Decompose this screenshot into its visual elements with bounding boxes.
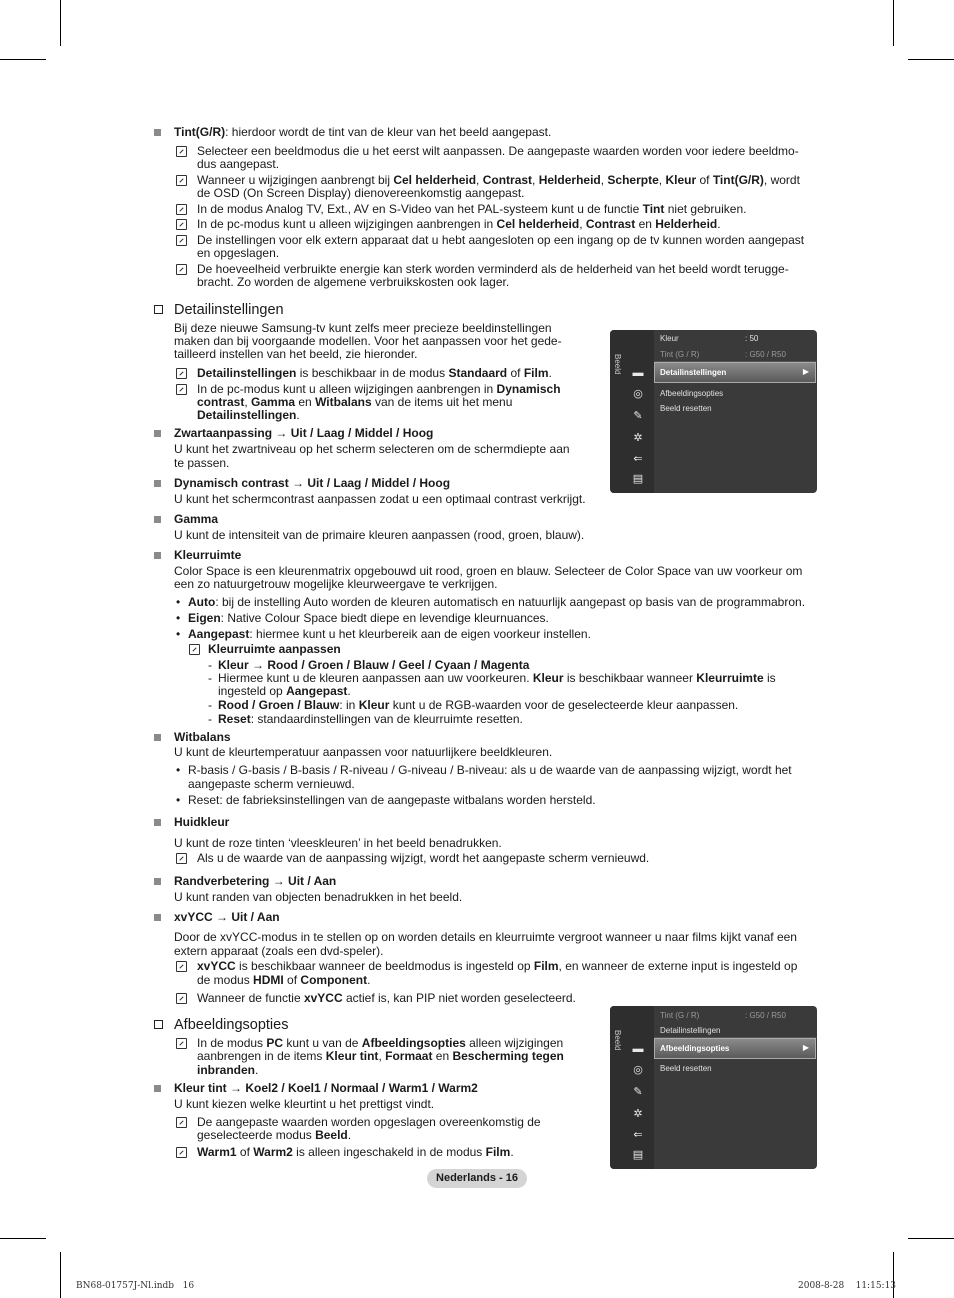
note-text: De instellingen voor elk extern apparaat dat u hebt aangesloten op een ingang op de tv kunnen worden aangepast bbox=[197, 233, 805, 247]
bullet-dot: • bbox=[176, 793, 181, 807]
note-text: Warm1 of Warm2 is alleen ingeschakeld in de modus Film. bbox=[197, 1145, 514, 1159]
sub-title: Kleurruimte aanpassen bbox=[208, 642, 341, 656]
note-text: xvYCC is beschikbaar wanneer de beeldmodus is ingesteld op Film, en wanneer de externe input is ingesteld op bbox=[197, 959, 798, 973]
paragraph: Color Space is een kleurenmatrix opgebouwd uit rood, groen en blauw. Selecteer de Color Space van uw voorkeur om bbox=[174, 564, 803, 578]
note-icon bbox=[176, 853, 187, 864]
note-icon bbox=[176, 1038, 187, 1049]
print-timestamp: 2008-8-28 11:15:13 bbox=[798, 1281, 897, 1291]
application-icon: ▤ bbox=[632, 1149, 644, 1161]
paragraph: U kunt het schermcontrast aanpassen zodat u een optimaal contrast verkrijgt. bbox=[174, 492, 586, 506]
bullet-text: R-basis / G-basis / B-basis / R-niveau / G-niveau / B-niveau: als u de waarde van de aanpassing wijzigt, wordt het bbox=[188, 763, 792, 777]
sound-icon: ◎ bbox=[633, 388, 643, 400]
note-icon bbox=[176, 175, 187, 186]
section-heading: Detailinstellingen bbox=[174, 302, 284, 318]
note-icon bbox=[176, 219, 187, 230]
paragraph: extern apparaat (zoals een dvd-speler). bbox=[174, 944, 384, 958]
item-title: Dynamisch contrast → Uit / Laag / Middel / Hoog bbox=[174, 476, 451, 490]
section-heading: Afbeeldingsopties bbox=[174, 1017, 289, 1033]
checkbox-icon bbox=[154, 1020, 163, 1029]
note-text: In de modus PC kunt u van de Afbeeldingsopties alleen wijzigingen bbox=[197, 1036, 564, 1050]
print-filename: BN68-01757J-Nl.indb 16 bbox=[76, 1281, 195, 1291]
bullet-dot: • bbox=[176, 763, 181, 777]
paragraph: Door de xvYCC-modus in te stellen op on worden details en kleurruimte vergroot wanneer u naar films kijkt vanaf een bbox=[174, 930, 797, 944]
note-text: Wanneer de functie xvYCC actief is, kan PIP niet worden geselecteerd. bbox=[197, 991, 576, 1005]
osd-row: Detailinstellingen bbox=[660, 1026, 721, 1035]
osd-selected-row: Afbeeldingsopties ▶ bbox=[654, 1038, 816, 1059]
bullet-square bbox=[154, 819, 161, 826]
osd-selected-row: Detailinstellingen ▶ bbox=[654, 362, 816, 383]
osd-menu-screenshot bbox=[610, 1006, 817, 1169]
dash-text: ingesteld op Aangepast. bbox=[218, 684, 351, 698]
input-icon: ⇐ bbox=[633, 1129, 643, 1141]
dash-text: Kleur → Rood / Groen / Blauw / Geel / Cyaan / Magenta bbox=[218, 658, 530, 672]
item-title: Witbalans bbox=[174, 730, 231, 744]
bullet-square bbox=[154, 129, 161, 136]
crop-mark bbox=[0, 1238, 46, 1239]
item-title: Kleur tint → Koel2 / Koel1 / Normaal / Warm1 / Warm2 bbox=[174, 1081, 478, 1095]
paragraph: U kunt de kleurtemperatuur aanpassen voor natuurlijkere beeldkleuren. bbox=[174, 745, 553, 759]
bullet-text: aangepaste scherm vernieuwd. bbox=[188, 777, 355, 791]
bullet-text: Auto: bij de instelling Auto worden de kleuren automatisch en natuurlijk aangepast op basis van de programmabron. bbox=[188, 595, 806, 609]
note-icon bbox=[176, 368, 187, 379]
osd-row: Kleur : 50 bbox=[660, 334, 759, 343]
note-text: In de modus Analog TV, Ext., AV en S-Video van het PAL-systeem kunt u de functie Tint niet gebruiken. bbox=[197, 202, 747, 216]
osd-side-label: Beeld bbox=[613, 1030, 622, 1051]
note-icon bbox=[176, 1147, 187, 1158]
note-icon bbox=[176, 384, 187, 395]
dash-text: Reset: standaardinstellingen van de kleurruimte resetten. bbox=[218, 712, 523, 726]
note-icon bbox=[176, 961, 187, 972]
note-text: Selecteer een beeldmodus die u het eerst wilt aanpassen. De aangepaste waarden worden voor iedere beeldmo- bbox=[197, 144, 799, 158]
osd-row: Afbeeldingsopties bbox=[660, 389, 724, 398]
dash-text: Rood / Groen / Blauw: in Kleur kunt u de RGB-waarden voor de geselecteerde kleur aanpassen. bbox=[218, 698, 739, 712]
note-text: Als u de waarde van de aanpassing wijzigt, wordt het aangepaste scherm vernieuwd. bbox=[197, 851, 650, 865]
setup-icon: ✲ bbox=[633, 1108, 643, 1120]
bullet-square bbox=[154, 552, 161, 559]
note-text: Detailinstellingen. bbox=[197, 408, 300, 422]
item-title: Randverbetering → Uit / Aan bbox=[174, 874, 337, 888]
paragraph: Bij deze nieuwe Samsung-tv kunt zelfs meer precieze beeldinstellingen bbox=[174, 321, 552, 335]
item-title: Gamma bbox=[174, 512, 219, 526]
note-text: de modus HDMI of Component. bbox=[197, 973, 371, 987]
note-text: In de pc-modus kunt u alleen wijzigingen aanbrengen in Dynamisch bbox=[197, 382, 561, 396]
note-text: bracht. Zo worden de algemene verbruikskosten ook lager. bbox=[197, 275, 510, 289]
bullet-square bbox=[154, 914, 161, 921]
dash: - bbox=[208, 712, 212, 726]
bullet-square bbox=[154, 430, 161, 437]
note-text: inbranden. bbox=[197, 1063, 259, 1077]
item-title: Zwartaanpassing → Uit / Laag / Middel / Hoog bbox=[174, 426, 434, 440]
bullet-dot: • bbox=[176, 595, 181, 609]
note-text: aanbrengen in de items Kleur tint, Formaat en Bescherming tegen bbox=[197, 1049, 564, 1063]
dash-text: Hiermee kunt u de kleuren aanpassen aan uw voorkeuren. Kleur is beschikbaar wanneer Kleurruimte is bbox=[218, 671, 776, 685]
bullet-square bbox=[154, 480, 161, 487]
picture-icon: ▬ bbox=[632, 367, 644, 379]
crop-mark bbox=[908, 59, 954, 60]
note-icon bbox=[176, 146, 187, 157]
item-title: xvYCC → Uit / Aan bbox=[174, 910, 280, 924]
note-text: Detailinstellingen is beschikbaar in de modus Standaard of Film. bbox=[197, 366, 552, 380]
bullet-text: Reset: de fabrieksinstellingen van de aangepaste witbalans worden hersteld. bbox=[188, 793, 596, 807]
channel-icon: ✎ bbox=[633, 1086, 643, 1098]
application-icon: ▤ bbox=[632, 473, 644, 485]
paragraph: een zo natuurgetrouw mogelijke kleurweergave te verkrijgen. bbox=[174, 577, 498, 591]
note-text: Wanneer u wijzigingen aanbrengt bij Cel helderheid, Contrast, Helderheid, Scherpte, Kleur of Tint(G/R), wordt bbox=[197, 173, 800, 187]
note-text: In de pc-modus kunt u alleen wijzigingen aanbrengen in Cel helderheid, Contrast en Helderheid. bbox=[197, 217, 721, 231]
note-icon bbox=[189, 644, 200, 655]
note-icon bbox=[176, 264, 187, 275]
paragraph: U kunt randen van objecten benadrukken in het beeld. bbox=[174, 890, 463, 904]
dash: - bbox=[208, 671, 212, 685]
note-text: de OSD (On Screen Display) dienovereenkomstig aangepast. bbox=[197, 186, 525, 200]
setup-icon: ✲ bbox=[633, 432, 643, 444]
tint-line: Tint(G/R): hierdoor wordt de tint van de kleur van het beeld aangepast. bbox=[174, 125, 552, 139]
paragraph: tailleerd instellen van het beeld, zie hieronder. bbox=[174, 347, 418, 361]
bullet-square bbox=[154, 516, 161, 523]
bullet-text: Eigen: Native Colour Space biedt diepe en levendige kleurnuances. bbox=[188, 611, 549, 625]
dash: - bbox=[208, 658, 212, 672]
note-text: De hoeveelheid verbruikte energie kan sterk worden verminderd als de helderheid van het beeld wordt terugge- bbox=[197, 262, 789, 276]
bullet-dot: • bbox=[176, 611, 181, 625]
note-text: dus aangepast. bbox=[197, 157, 280, 171]
dash: - bbox=[208, 698, 212, 712]
note-text: geselecteerde modus Beeld. bbox=[197, 1128, 352, 1142]
picture-icon: ▬ bbox=[632, 1043, 644, 1055]
osd-row: Tint (G / R) : G50 / R50 bbox=[660, 350, 786, 359]
osd-side-label: Beeld bbox=[613, 354, 622, 375]
bullet-square bbox=[154, 1085, 161, 1092]
paragraph: U kunt het zwartniveau op het scherm selecteren om de schermdiepte aan bbox=[174, 442, 570, 456]
crop-mark bbox=[893, 0, 894, 46]
note-text: contrast, Gamma en Witbalans van de items uit het menu bbox=[197, 395, 513, 409]
bullet-square bbox=[154, 878, 161, 885]
note-icon bbox=[176, 1117, 187, 1128]
item-title: Kleurruimte bbox=[174, 548, 242, 562]
note-text: De aangepaste waarden worden opgeslagen overeenkomstig de bbox=[197, 1115, 541, 1129]
osd-row: Beeld resetten bbox=[660, 404, 712, 413]
paragraph: U kunt de roze tinten ‘vleeskleuren’ in het beeld benadrukken. bbox=[174, 836, 502, 850]
paragraph: te passen. bbox=[174, 456, 230, 470]
crop-mark bbox=[908, 1238, 954, 1239]
item-title: Huidkleur bbox=[174, 815, 230, 829]
page-number-badge: Nederlands - 16 bbox=[427, 1169, 527, 1188]
osd-row: Beeld resetten bbox=[660, 1064, 712, 1073]
bullet-text: Aangepast: hiermee kunt u het kleurbereik aan de eigen voorkeur instellen. bbox=[188, 627, 591, 641]
note-icon bbox=[176, 204, 187, 215]
channel-icon: ✎ bbox=[633, 410, 643, 422]
crop-mark bbox=[60, 1252, 61, 1298]
paragraph: U kunt kiezen welke kleurtint u het prettigst vindt. bbox=[174, 1097, 435, 1111]
crop-mark bbox=[60, 0, 61, 46]
osd-row: Tint (G / R) : G50 / R50 bbox=[660, 1011, 786, 1020]
note-icon bbox=[176, 993, 187, 1004]
crop-mark bbox=[0, 59, 46, 60]
bullet-square bbox=[154, 734, 161, 741]
checkbox-icon bbox=[154, 305, 163, 314]
crop-mark bbox=[893, 1252, 894, 1298]
paragraph: U kunt de intensiteit van de primaire kleuren aanpassen (rood, groen, blauw). bbox=[174, 528, 585, 542]
note-text: en opgeslagen. bbox=[197, 246, 280, 260]
paragraph: maken dan bij voorgaande modellen. Voor het aanpassen voor het gede- bbox=[174, 334, 562, 348]
sound-icon: ◎ bbox=[633, 1064, 643, 1076]
osd-menu-screenshot bbox=[610, 330, 817, 493]
note-icon bbox=[176, 235, 187, 246]
input-icon: ⇐ bbox=[633, 453, 643, 465]
bullet-dot: • bbox=[176, 627, 181, 641]
